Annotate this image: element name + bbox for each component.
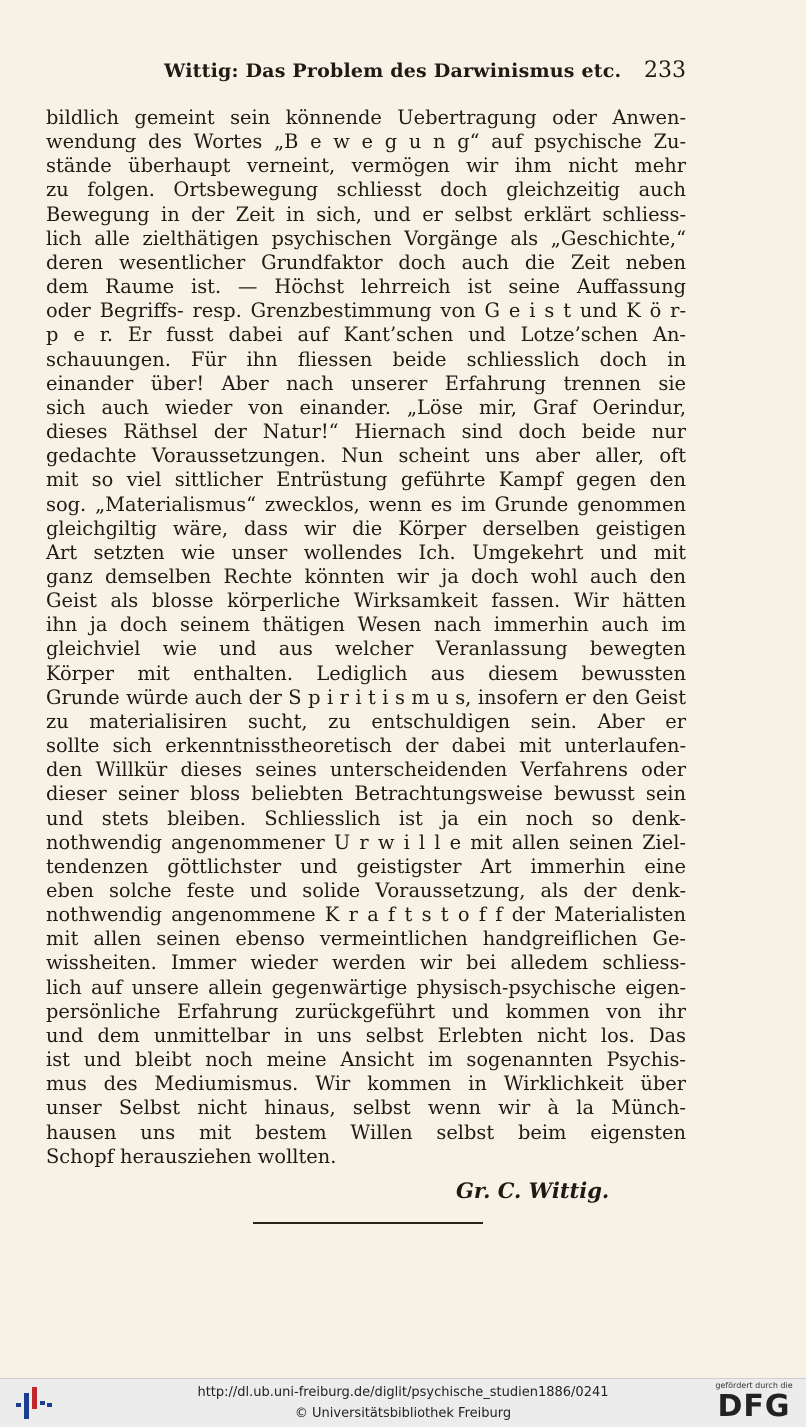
text-line: p e r. Er fusst dabei auf Kant’schen und Lotze’schen An- <box>46 323 686 347</box>
text-line: sollte sich erkenntnisstheoretisch der dabei mit unterlaufen- <box>46 734 686 758</box>
running-title: Wittig: Das Problem des Darwinismus etc. <box>164 60 622 82</box>
dfg-logo <box>712 1381 796 1425</box>
copyright-notice: © Universitätsbibliothek Freiburg <box>294 1406 512 1421</box>
text-line: mus des Mediumismus. Wir kommen in Wirklichkeit über <box>46 1072 686 1096</box>
text-line: ihn ja doch seinem thätigen Wesen nach immerhin auch im <box>46 613 686 637</box>
text-line: deren wesentlicher Grundfaktor doch auch die Zeit neben <box>46 250 686 274</box>
viewer-footer <box>0 1378 806 1427</box>
text-line: persönliche Erfahrung zurückgeführt und kommen von ihr <box>46 999 686 1023</box>
text-line: dieses Räthsel der Natur!“ Hiernach sind doch beide nur <box>46 420 686 444</box>
text-line: Geist als blosse körperliche Wirksamkeit fassen. Wir hätten <box>46 589 686 613</box>
dfg-caption: gefördert durch die <box>715 1381 793 1390</box>
text-line: gleichgiltig wäre, dass wir die Körper derselben geistigen <box>46 516 686 540</box>
text-line: wissheiten. Immer wieder werden wir bei alledem schliess- <box>46 951 686 975</box>
text-line: und stets bleiben. Schliesslich ist ja ein noch so denk- <box>46 806 686 830</box>
page-number: 233 <box>644 58 686 83</box>
text-line: Bewegung in der Zeit in sich, und er selbst erklärt schliess- <box>46 202 686 226</box>
text-line: und dem unmittelbar in uns selbst Erlebten nicht los. Das <box>46 1023 686 1047</box>
text-line: dem Raume ist. — Höchst lehrreich ist seine Auffassung <box>46 275 686 299</box>
text-line: bildlich gemeint sein könnende Uebertragung oder Anwen- <box>46 106 686 129</box>
text-line: mit so viel sittlicher Entrüstung geführte Kampf gegen den <box>46 468 686 492</box>
text-line: oder Begriffs- resp. Grenzbestimmung von G e i s t und K ö r- <box>46 299 686 323</box>
author-signature: Gr. C. Wittig. <box>456 1178 610 1203</box>
running-head <box>44 58 686 88</box>
text-line: wendung des Wortes „B e w e g u n g“ auf psychische Zu- <box>46 130 686 154</box>
text-line: hausen uns mit bestem Willen selbst beim eigensten <box>46 1120 686 1144</box>
text-line: eben solche feste und solide Voraussetzung, als der denk- <box>46 879 686 902</box>
text-line: nothwendig angenommener U r w i l l e mit allen seinen Ziel- <box>46 830 686 854</box>
text-line: zu materialisiren sucht, zu entschuldigen sein. Aber er <box>46 709 686 733</box>
text-line: Grunde würde auch der S p i r i t i s m u s, insofern er den Geist <box>46 685 686 709</box>
text-line: sog. „Materialismus“ zwecklos, wenn es im Grunde genommen <box>46 492 686 516</box>
text-line: gleichviel wie und aus welcher Veranlassung bewegten <box>46 637 686 661</box>
text-line: lich alle zielthätigen psychischen Vorgänge als „Geschichte,“ <box>46 226 686 250</box>
text-line: schauungen. Für ihn fliessen beide schliesslich doch in <box>46 347 686 371</box>
text-line: Körper mit enthalten. Lediglich aus diesem bewussten <box>46 661 686 685</box>
text-line: Schopf herausziehen wollten. <box>46 1144 337 1168</box>
body-text <box>46 106 686 1169</box>
text-line: nothwendig angenommene K r a f t s t o f f der Materialisten <box>46 903 686 927</box>
permalink-url[interactable]: http://dl.ub.uni-freiburg.de/diglit/psychische_studien1886/0241 <box>197 1385 609 1400</box>
text-line: einander über! Aber nach unserer Erfahrung trennen sie <box>46 371 686 395</box>
text-line: ist und bleibt noch meine Ansicht im sogenannten Psychis- <box>46 1048 686 1072</box>
end-rule <box>253 1222 483 1224</box>
text-line: lich auf unsere allein gegenwärtige physisch-psychische eigen- <box>46 975 686 999</box>
text-line: gedachte Voraussetzungen. Nun scheint uns aber aller, oft <box>46 444 686 468</box>
text-line: mit allen seinen ebenso vermeintlichen handgreiflichen Ge- <box>46 927 686 951</box>
text-line: dieser seiner bloss beliebten Betrachtungsweise bewusst sein <box>46 782 686 806</box>
text-line: zu folgen. Ortsbewegung schliesst doch gleichzeitig auch <box>46 178 686 202</box>
text-line: tendenzen göttlichster und geistigster Art immerhin eine <box>46 854 686 878</box>
text-line: den Willkür dieses seines unterscheidenden Verfahrens oder <box>46 758 686 782</box>
dfg-logo-text: DFG <box>717 1389 791 1424</box>
text-line: stände überhaupt verneint, vermögen wir ihm nicht mehr <box>46 154 686 178</box>
text-line: unser Selbst nicht hinaus, selbst wenn wir à la Münch- <box>46 1096 686 1120</box>
text-line: Art setzten wie unser wollendes Ich. Umgekehrt und mit <box>46 540 686 564</box>
text-line: ganz demselben Rechte könnten wir ja doch wohl auch den <box>46 564 686 588</box>
text-line: sich auch wieder von einander. „Löse mir, Graf Oerindur, <box>46 395 686 419</box>
